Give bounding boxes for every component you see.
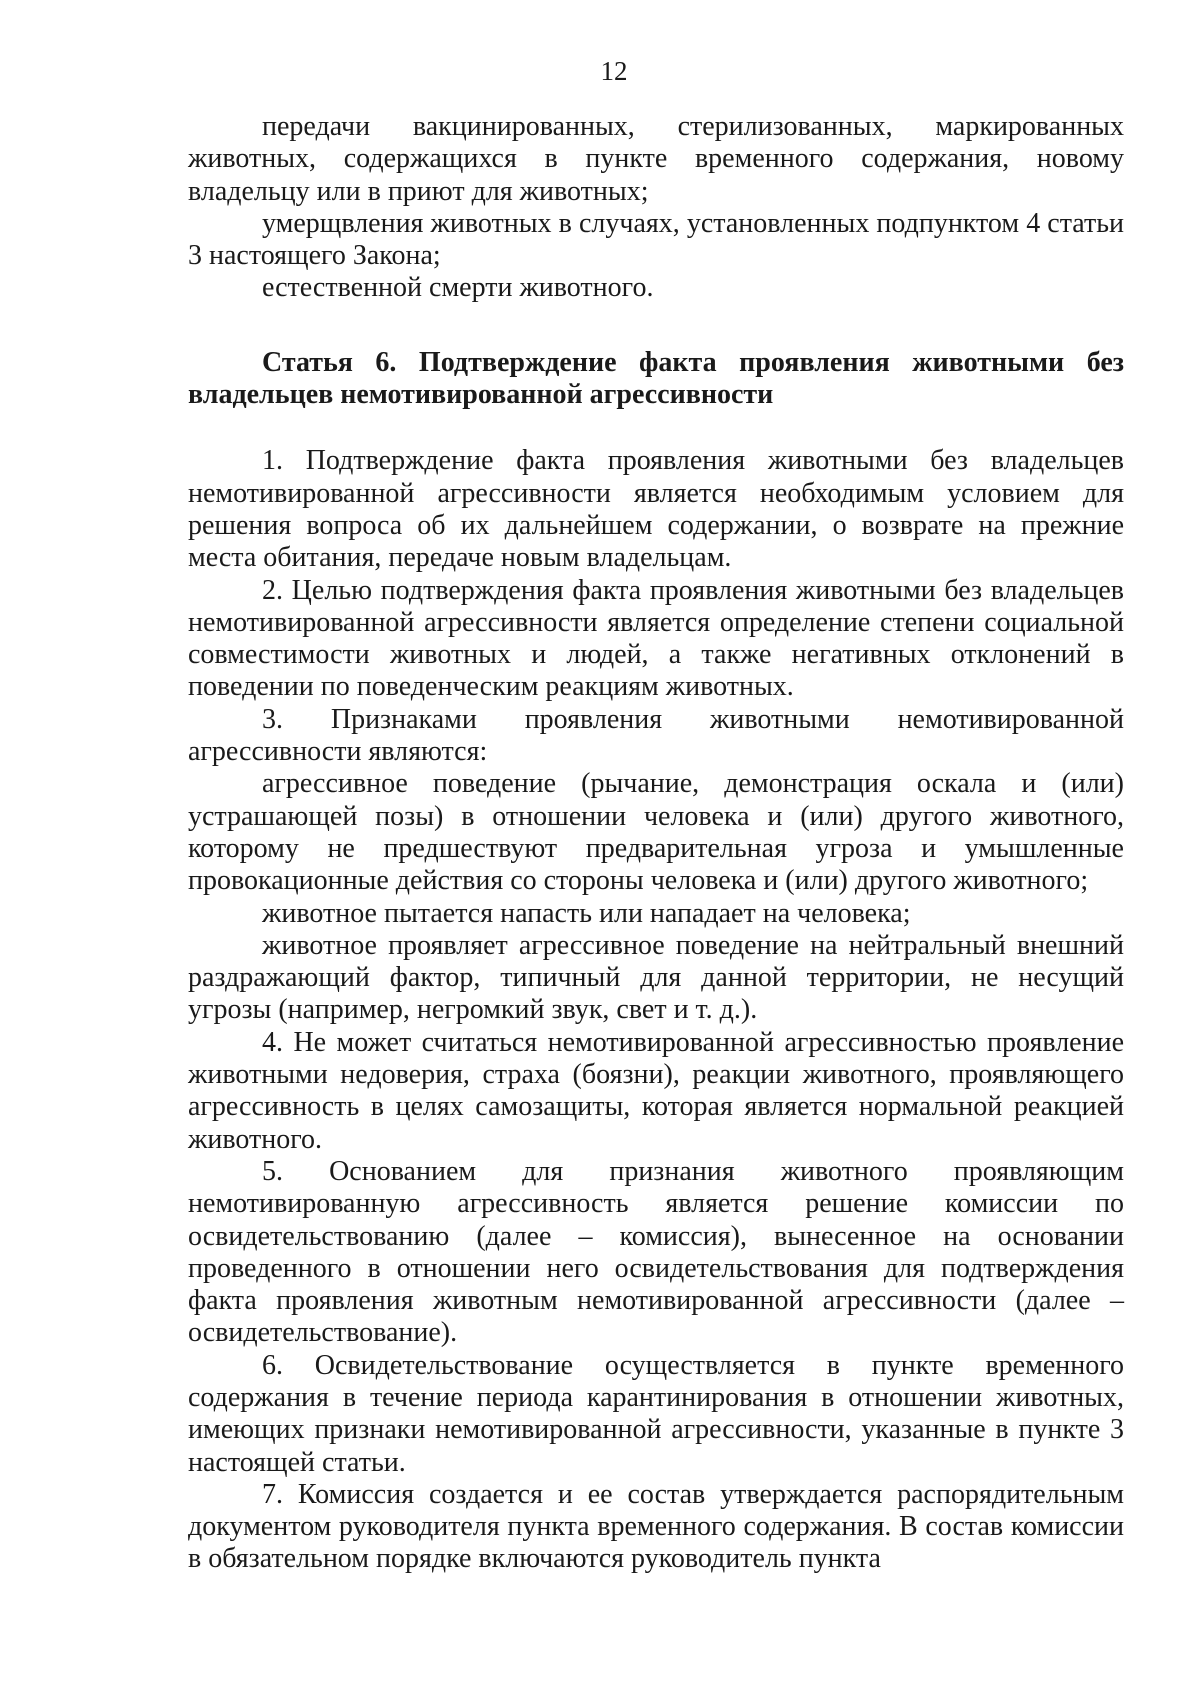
paragraph: 3. Признаками проявления животными немотивированной агрессивности являются: [188,703,1124,768]
article-heading: Статья 6. Подтверждение факта проявления животными без владельцев немотивированной агрессивности [188,346,1124,411]
paragraph: 4. Не может считаться немотивированной агрессивностью проявление животными недоверия, страха (боязни), реакции животного, проявляющего агрессивность в целях самозащиты, которая является нормальной реакцией животного. [188,1026,1124,1155]
paragraph: 5. Основанием для признания животного проявляющим немотивированную агрессивность является решение комиссии по освидетельствованию (далее – комиссия), вынесенное на основании проведенного в отношении него освидетельствования для подтверждения факта проявления животным немотивированной агрессивности (далее – освидетельствование). [188,1155,1124,1349]
page-number: 12 [600,56,628,86]
paragraph: передачи вакцинированных, стерилизованных, маркированных животных, содержащихся в пункте временного содержания, новому владельцу или в приют для животных; [188,111,1124,207]
document-body [188,111,1124,1576]
paragraph: животное пытается напасть или нападает на человека; [262,897,911,929]
paragraph: животное проявляет агрессивное поведение на нейтральный внешний раздражающий фактор, типичный для данной территории, не несущий угрозы (например, негромкий звук, свет и т. д.). [188,929,1124,1026]
paragraph: умерщвления животных в случаях, установленных подпунктом 4 статьи 3 настоящего Закона; [188,207,1124,272]
paragraph: 2. Целью подтверждения факта проявления животными без владельцев немотивированной агрессивности является определение степени социальной совместимости животных и людей, а также негативных отклонений в поведении по поведенческим реакциям животных. [188,574,1124,703]
paragraph: 7. Комиссия создается и ее состав утверждается распорядительным документом руководителя пункта временного содержания. В состав комиссии в обязательном порядке включаются руководитель пункта [188,1478,1124,1575]
paragraph: агрессивное поведение (рычание, демонстрация оскала и (или) устрашающей позы) в отношении человека и (или) другого животного, которому не предшествуют предварительная угроза и умышленные провокационные действия со стороны человека и (или) другого животного; [188,768,1124,897]
paragraph: 6. Освидетельствование осуществляется в пункте временного содержания в течение периода карантинирования в отношении животных, имеющих признаки немотивированной агрессивности, указанные в пункте 3 настоящей статьи. [188,1349,1124,1478]
paragraph: естественной смерти животного. [262,272,654,304]
paragraph: 1. Подтверждение факта проявления животными без владельцев немотивированной агрессивности является необходимым условием для решения вопроса об их дальнейшем содержании, о возврате на прежние места обитания, передаче новым владельцам. [188,445,1124,574]
